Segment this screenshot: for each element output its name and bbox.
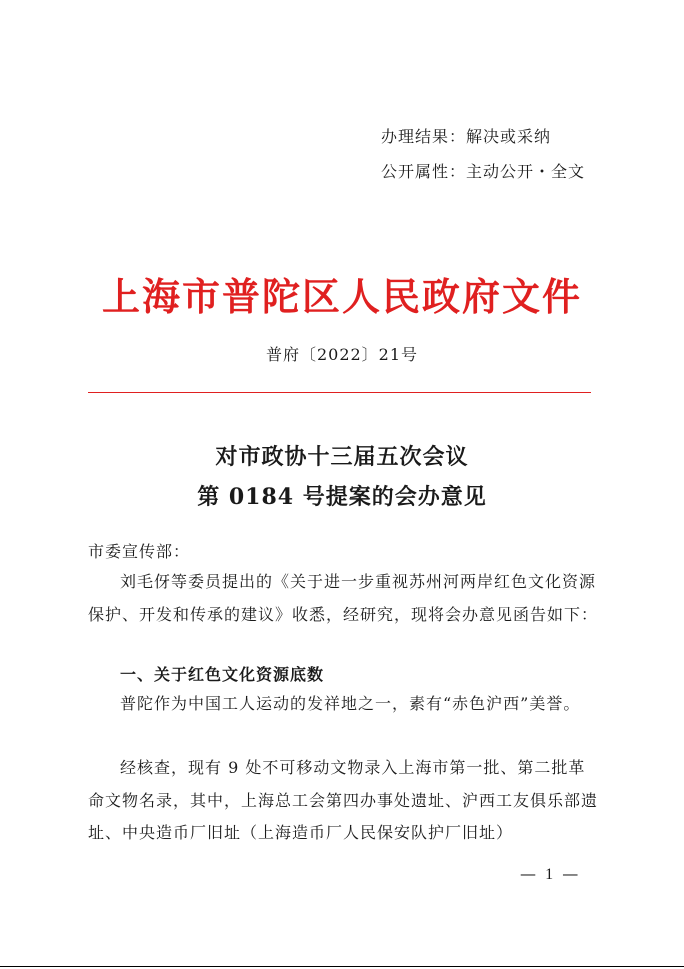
addressee: 市委宣传部： bbox=[88, 542, 191, 561]
footer-dash-left: — bbox=[520, 864, 538, 883]
footer-dash-right: — bbox=[562, 864, 581, 883]
paragraph-2: 普陀作为中国工人运动的发祥地之一，素有“赤色沪西”美誉。 bbox=[120, 694, 581, 713]
page-footer bbox=[520, 864, 580, 884]
document-number: 普府〔2022〕21号 bbox=[265, 345, 419, 364]
page-number: 1 bbox=[545, 866, 556, 883]
document-title-line-2: 第 0184 号提案的会办意见 bbox=[197, 484, 487, 510]
bottom-edge-line bbox=[0, 966, 684, 967]
issuer-title: 上海市普陀区人民政府文件 bbox=[101, 274, 582, 319]
red-divider bbox=[88, 392, 591, 393]
disclosure-attribute: 公开属性：主动公开・全文 bbox=[381, 162, 586, 181]
section-heading-1: 一、关于红色文化资源底数 bbox=[120, 665, 325, 684]
paragraph-intro: 刘毛伢等委员提出的《关于进一步重视苏州河两岸红色文化资源保护、开发和传承的建议》收悉，经研究，现将会办意见函告如下： bbox=[88, 572, 599, 624]
document-title-line-1: 对市政协十三届五次会议 bbox=[215, 444, 469, 470]
paragraph-3: 经核查，现有 9 处不可移动文物录入上海市第一批、第二批革命文物名录，其中，上海总工会第四办事处遗址、沪西工友俱乐部遗址、中央造币厂旧址（上海造币厂人民保安队护厂旧址） bbox=[88, 758, 599, 842]
handling-result: 办理结果：解决或采纳 bbox=[381, 127, 552, 146]
